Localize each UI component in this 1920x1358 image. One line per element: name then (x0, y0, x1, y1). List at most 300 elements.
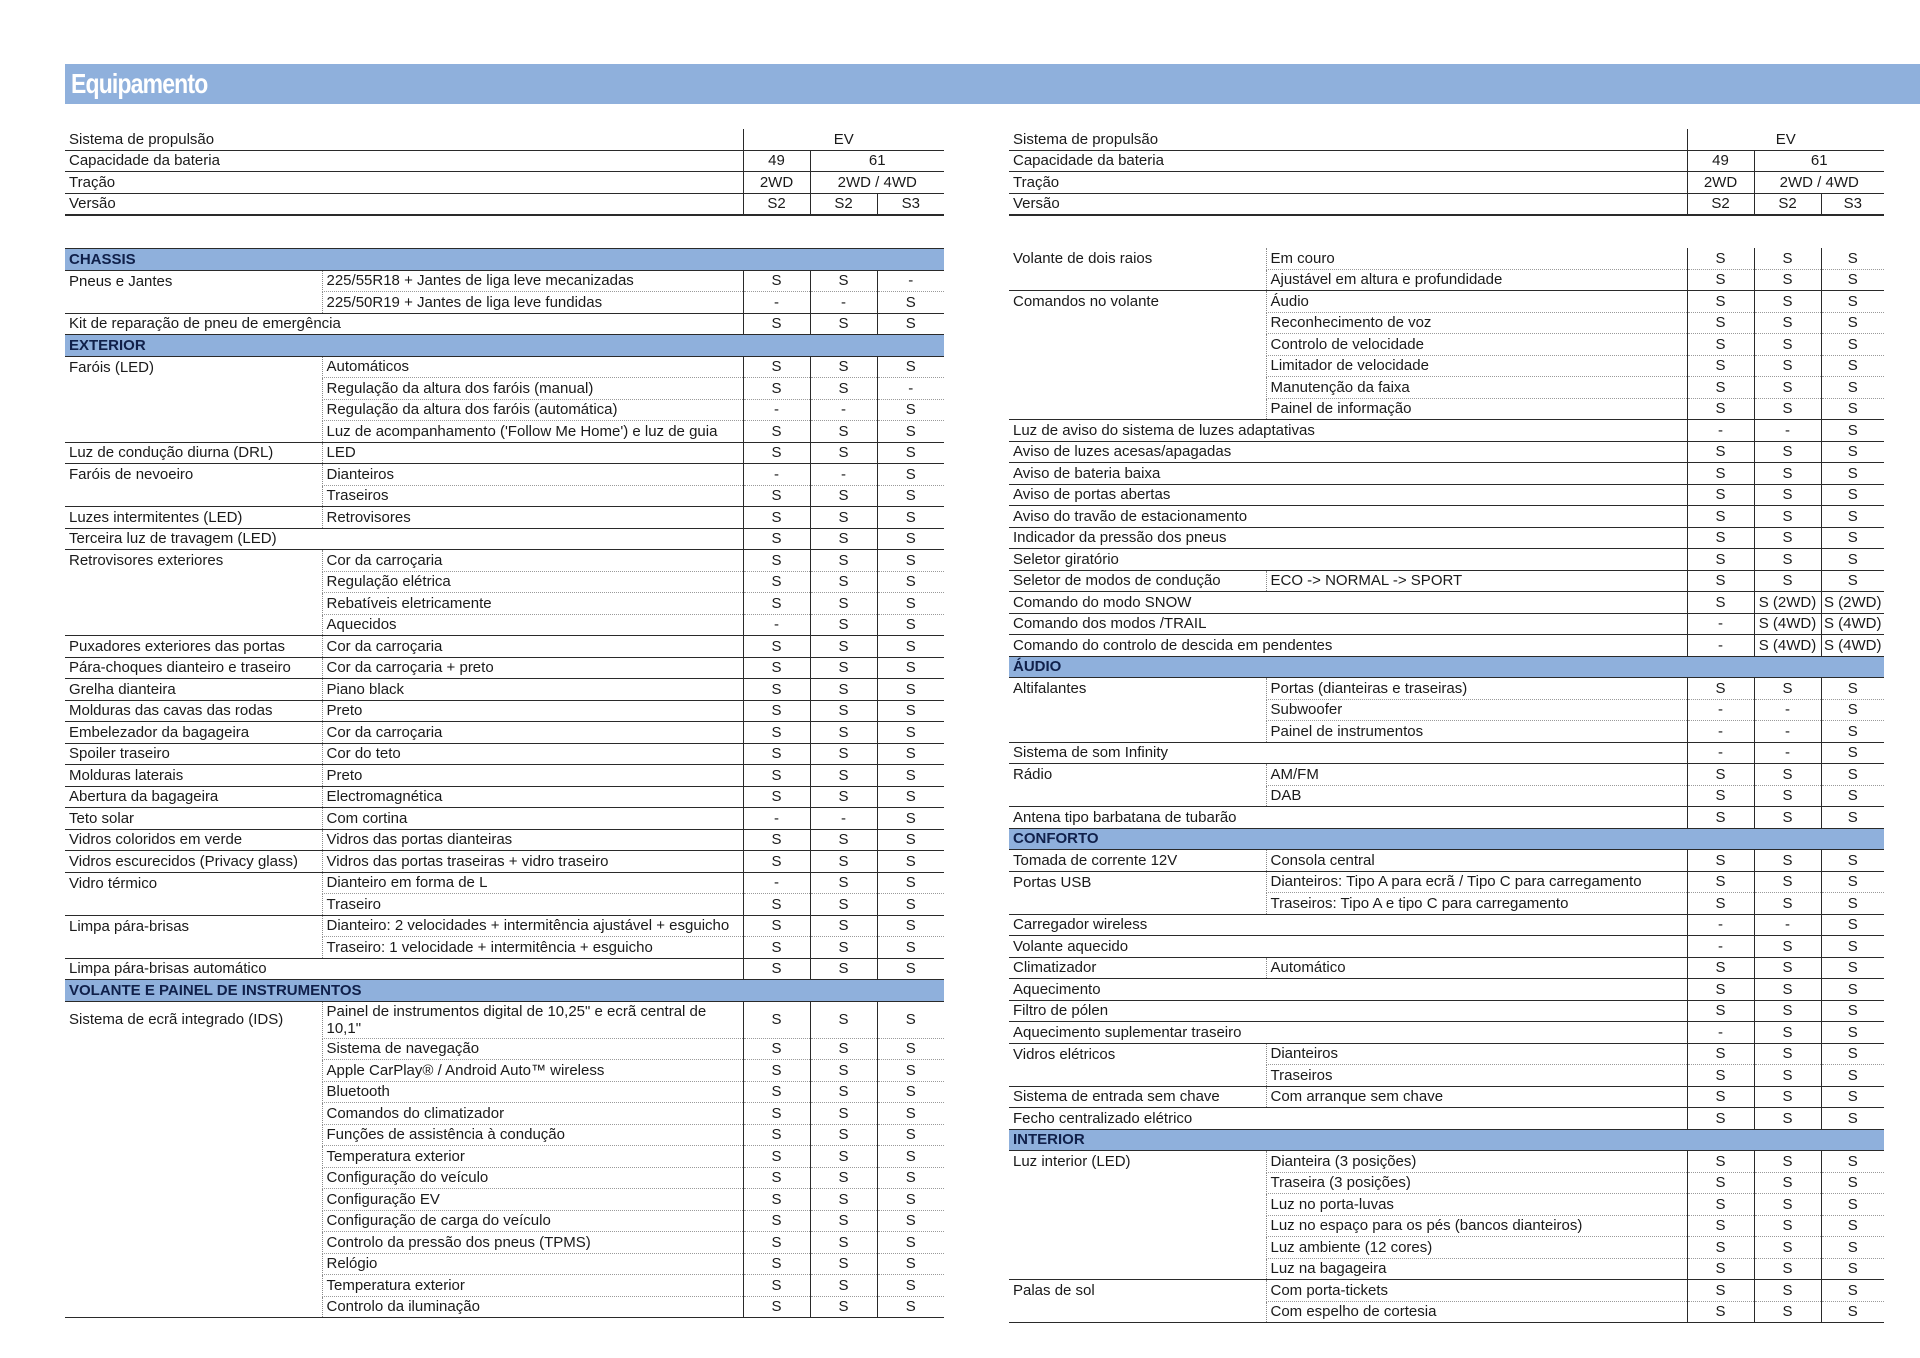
feature-name: Luz de condução diurna (DRL) (65, 442, 322, 464)
feature-name: Teto solar (65, 808, 322, 830)
feature-name (1009, 334, 1266, 356)
version-value: S (1754, 807, 1821, 829)
version-value: S (877, 356, 944, 378)
version-value: - (810, 399, 877, 421)
feature-name: Vidro térmico (69, 874, 158, 892)
version-value: S (877, 399, 944, 421)
version-value: S (877, 636, 944, 658)
feature-name (1009, 377, 1266, 399)
table-row (65, 571, 944, 593)
section-title: VOLANTE E PAINEL DE INSTRUMENTOS (65, 980, 944, 1002)
table-row (1009, 248, 1884, 269)
table-row (1009, 850, 1884, 872)
feature-name: Sistema de som Infinity (1009, 742, 1687, 764)
version-value: S (1821, 871, 1884, 893)
version-value: S (877, 1103, 944, 1125)
version-value: S (1754, 1086, 1821, 1108)
version-value: S (810, 528, 877, 550)
version-value: - (810, 464, 877, 486)
table-row (1009, 334, 1884, 356)
feature-name (1009, 1065, 1266, 1087)
version-value: S (1687, 764, 1754, 786)
table-row (1009, 1258, 1884, 1280)
header-row (65, 129, 944, 150)
feature-name (65, 571, 322, 593)
header-row (1009, 193, 1884, 215)
version-value: S (877, 786, 944, 808)
feature-name: Aquecimento suplementar traseiro (1009, 1022, 1687, 1044)
feature-detail: Controlo da pressão dos pneus (TPMS) (322, 1232, 743, 1254)
feature-name: Retrovisores exteriores (69, 552, 224, 569)
feature-detail: Cor da carroçaria (322, 636, 743, 658)
version-value: S (877, 1081, 944, 1103)
feature-name: Pneus e Jantes (69, 272, 173, 290)
feature-name (65, 1103, 322, 1125)
feature-name (1009, 269, 1266, 291)
version-value: S (1821, 377, 1884, 399)
version-value: S (810, 1167, 877, 1189)
feature-name: Embelezador da bagageira (65, 722, 322, 744)
version-value: S (1754, 441, 1821, 463)
version-value: S (810, 1103, 877, 1125)
version-value: S (1687, 1151, 1754, 1173)
version-value: S (810, 614, 877, 636)
version-value: S (1687, 441, 1754, 463)
version-value: S (810, 786, 877, 808)
version-value: S (743, 894, 810, 916)
version-value: S (877, 1124, 944, 1146)
version-value: S (1687, 549, 1754, 571)
version-value: S (1687, 871, 1754, 893)
feature-name (1009, 355, 1266, 377)
feature-name: Sistema de ecrã integrado (IDS) (69, 1011, 284, 1029)
feature-name: Altifalantes (1013, 680, 1087, 697)
version-value: S (877, 1060, 944, 1082)
version-value: S (1687, 979, 1754, 1001)
table-row (65, 1189, 944, 1211)
table-row (65, 1038, 944, 1060)
version-value: S (743, 1146, 810, 1168)
table-row (1009, 1065, 1884, 1087)
feature-name (1009, 1172, 1266, 1194)
version-value: S (1687, 1301, 1754, 1323)
feature-detail: Portas (dianteiras e traseiras) (1266, 678, 1687, 700)
version-value: S (1754, 1065, 1821, 1087)
feature-detail: Sistema de navegação (322, 1038, 743, 1060)
version-value: S (1821, 742, 1884, 764)
version-value: S (810, 657, 877, 679)
feature-name: Molduras das cavas das rodas (65, 700, 322, 722)
version-value: S (1754, 678, 1821, 700)
version-value: S (1821, 549, 1884, 571)
table-row (1009, 355, 1884, 377)
feature-name (65, 1296, 322, 1318)
version-value: S (1754, 893, 1821, 915)
feature-detail: Com cortina (322, 808, 743, 830)
version-value: S (1687, 1086, 1754, 1108)
feature-name (1009, 1194, 1266, 1216)
feature-detail: Vidros das portas dianteiras (322, 829, 743, 851)
table-row (65, 1146, 944, 1168)
table-row (65, 614, 944, 636)
feature-detail: Luz de acompanhamento ('Follow Me Home') e luz de guia (322, 421, 743, 443)
feature-name: Aviso do travão de estacionamento (1009, 506, 1687, 528)
header-value: EV (1687, 129, 1884, 150)
table-row (65, 593, 944, 615)
version-value: S (2WD) (1821, 592, 1884, 614)
feature-name (1009, 1215, 1266, 1237)
table-row (65, 851, 944, 873)
version-value: S (4WD) (1821, 635, 1884, 657)
feature-detail: Preto (322, 700, 743, 722)
feature-detail: Relógio (322, 1253, 743, 1275)
version-value: S (1754, 398, 1821, 420)
version-value: S (1754, 871, 1821, 893)
version-value: S (810, 765, 877, 787)
version-value: S (877, 507, 944, 529)
table-row (65, 528, 944, 550)
table-row (65, 378, 944, 400)
version-value: S (877, 851, 944, 873)
version-value: S (1687, 377, 1754, 399)
feature-name: Luzes intermitentes (LED) (65, 507, 322, 529)
version-value: S (4WD) (1821, 613, 1884, 635)
feature-detail: Apple CarPlay® / Android Auto™ wireless (322, 1060, 743, 1082)
table-row (1009, 1237, 1884, 1259)
version-value: S (877, 1001, 944, 1038)
feature-detail: Subwoofer (1266, 699, 1687, 721)
version-value: S (810, 1232, 877, 1254)
version-value: S (1754, 291, 1821, 313)
version-value: - (1687, 936, 1754, 958)
version-value: - (1687, 635, 1754, 657)
header-value: S2 (743, 193, 810, 215)
version-value: S (743, 1167, 810, 1189)
table-row (1009, 699, 1884, 721)
feature-detail: Traseiros (1266, 1065, 1687, 1087)
version-value: S (1687, 484, 1754, 506)
table-row (65, 1001, 944, 1038)
feature-detail: Funções de assistência à condução (322, 1124, 743, 1146)
table-row (65, 550, 944, 572)
version-value: S (743, 485, 810, 507)
version-value: - (1687, 742, 1754, 764)
table-row (65, 679, 944, 701)
version-value: S (743, 378, 810, 400)
version-value: S (877, 442, 944, 464)
feature-name (65, 894, 322, 916)
feature-name (1009, 312, 1266, 334)
table-row (65, 1296, 944, 1318)
version-value: S (1754, 1000, 1821, 1022)
feature-name: Filtro de pólen (1009, 1000, 1687, 1022)
feature-detail: Consola central (1266, 850, 1687, 872)
version-value: S (1754, 764, 1821, 786)
header-label: Versão (1009, 193, 1687, 215)
feature-name: Volante de dois raios (1013, 250, 1153, 267)
version-value: S (877, 464, 944, 486)
version-value: S (1687, 785, 1754, 807)
version-value: S (1754, 1301, 1821, 1323)
feature-name: Limpa pára-brisas automático (65, 958, 743, 980)
feature-detail: Controlo de velocidade (1266, 334, 1687, 356)
feature-name (65, 485, 322, 507)
version-value: S (1754, 936, 1821, 958)
feature-name: Aquecimento (1009, 979, 1687, 1001)
version-value: S (1821, 312, 1884, 334)
version-value: S (1821, 570, 1884, 592)
feature-detail: Automático (1266, 957, 1687, 979)
version-value: S (1821, 1172, 1884, 1194)
version-value: S (1821, 1280, 1884, 1302)
feature-name: Seletor de modos de condução (1009, 570, 1266, 592)
table-row (65, 464, 944, 486)
version-value: S (1754, 957, 1821, 979)
table-row (1009, 484, 1884, 506)
version-value: S (810, 1060, 877, 1082)
table-row (1009, 807, 1884, 829)
feature-name (1009, 1301, 1266, 1323)
version-value: S (1754, 1280, 1821, 1302)
table-row (1009, 764, 1884, 786)
version-value: S (1821, 527, 1884, 549)
feature-detail: DAB (1266, 785, 1687, 807)
version-value: S (810, 1124, 877, 1146)
table-row (1009, 1000, 1884, 1022)
feature-name (65, 1081, 322, 1103)
feature-name (65, 593, 322, 615)
feature-name: Pára-choques dianteiro e traseiro (65, 657, 322, 679)
table-row (1009, 979, 1884, 1001)
version-value: S (1821, 1237, 1884, 1259)
feature-name: Portas USB (1013, 873, 1092, 891)
version-value: S (1754, 1108, 1821, 1130)
feature-detail: Dianteiros: Tipo A para ecrã / Tipo C para carregamento (1266, 871, 1687, 893)
header-value: 2WD / 4WD (1754, 172, 1884, 194)
header-value: 2WD (743, 172, 810, 194)
version-value: S (810, 894, 877, 916)
version-value: S (810, 356, 877, 378)
version-value: S (1754, 1022, 1821, 1044)
section-title: CONFORTO (1009, 828, 1884, 850)
version-value: - (1754, 914, 1821, 936)
version-value: S (743, 765, 810, 787)
version-value: S (1821, 484, 1884, 506)
version-value: S (877, 1275, 944, 1297)
feature-detail: Regulação da altura dos faróis (manual) (322, 378, 743, 400)
feature-name: Faróis (LED) (69, 358, 155, 376)
page-title: Equipamento (71, 68, 208, 99)
version-value: S (1754, 463, 1821, 485)
version-value: S (743, 1296, 810, 1318)
feature-detail: Retrovisores (322, 507, 743, 529)
header-value: 2WD (1687, 172, 1754, 194)
section-title: INTERIOR (1009, 1129, 1884, 1151)
version-value: S (877, 700, 944, 722)
version-value: S (743, 1081, 810, 1103)
version-value: S (877, 292, 944, 314)
version-value: S (810, 1038, 877, 1060)
version-value: S (810, 1296, 877, 1318)
table-row (1009, 1022, 1884, 1044)
table-row (65, 399, 944, 421)
version-value: S (810, 1253, 877, 1275)
feature-detail: Preto (322, 765, 743, 787)
feature-detail: Reconhecimento de voz (1266, 312, 1687, 334)
table-row (65, 442, 944, 464)
feature-detail: Em couro (1266, 248, 1687, 269)
version-value: S (743, 550, 810, 572)
version-value: S (1821, 1301, 1884, 1323)
feature-name (65, 1038, 322, 1060)
version-value: S (743, 679, 810, 701)
feature-detail: Automáticos (322, 356, 743, 378)
version-value: S (743, 571, 810, 593)
version-value: S (1754, 1258, 1821, 1280)
version-value: S (743, 1275, 810, 1297)
version-value: S (1754, 785, 1821, 807)
feature-name: Climatizador (1009, 957, 1266, 979)
version-value: S (810, 722, 877, 744)
equipment-table-right (1009, 248, 1884, 1323)
version-value: S (1821, 1194, 1884, 1216)
table-row (1009, 914, 1884, 936)
version-value: S (1821, 1258, 1884, 1280)
table-row (1009, 1151, 1884, 1173)
version-value: S (1687, 1194, 1754, 1216)
header-value: 61 (810, 150, 944, 172)
version-value: S (1754, 1172, 1821, 1194)
version-value: - (1687, 1022, 1754, 1044)
feature-name: Sistema de entrada sem chave (1009, 1086, 1266, 1108)
version-value: S (877, 1189, 944, 1211)
version-value: S (1821, 957, 1884, 979)
feature-detail: Painel de instrumentos digital de 10,25" e ecrã central de 10,1" (322, 1001, 743, 1038)
feature-detail: Cor da carroçaria (322, 722, 743, 744)
header-label: Tração (1009, 172, 1687, 194)
feature-detail: Temperatura exterior (322, 1275, 743, 1297)
feature-detail: Dianteiro em forma de L (322, 872, 743, 894)
feature-detail: Dianteira (3 posições) (1266, 1151, 1687, 1173)
table-row (65, 636, 944, 658)
table-row (65, 356, 944, 378)
feature-detail: Traseiros: Tipo A e tipo C para carregamento (1266, 893, 1687, 915)
table-row (65, 786, 944, 808)
feature-name: Luz interior (LED) (1013, 1153, 1131, 1170)
table-row (65, 743, 944, 765)
version-value: S (877, 593, 944, 615)
table-row (1009, 1086, 1884, 1108)
version-value: S (743, 636, 810, 658)
table-row (65, 507, 944, 529)
version-value: S (1687, 269, 1754, 291)
feature-detail: Regulação da altura dos faróis (automática) (322, 399, 743, 421)
version-value: S (810, 937, 877, 959)
feature-detail: Controlo da iluminação (322, 1296, 743, 1318)
version-value: S (1754, 1237, 1821, 1259)
feature-detail: Ajustável em altura e profundidade (1266, 269, 1687, 291)
version-value: S (1821, 398, 1884, 420)
version-value: S (1687, 570, 1754, 592)
version-value: S (743, 722, 810, 744)
version-value: S (1754, 377, 1821, 399)
table-row (1009, 1280, 1884, 1302)
feature-detail: Com arranque sem chave (1266, 1086, 1687, 1108)
version-value: S (743, 829, 810, 851)
feature-name: Seletor giratório (1009, 549, 1687, 571)
feature-name (65, 1146, 322, 1168)
feature-name: Rádio (1013, 766, 1053, 783)
version-value: S (1687, 506, 1754, 528)
feature-name (65, 1232, 322, 1254)
feature-detail: Configuração do veículo (322, 1167, 743, 1189)
feature-name (65, 937, 322, 959)
table-row (65, 829, 944, 851)
feature-name: Puxadores exteriores das portas (65, 636, 322, 658)
header-value: 49 (1687, 150, 1754, 172)
version-value: S (743, 528, 810, 550)
table-row (65, 421, 944, 443)
version-value: S (743, 958, 810, 980)
table-row (65, 1060, 944, 1082)
section-header (65, 335, 944, 357)
table-row (65, 485, 944, 507)
feature-name (1009, 893, 1266, 915)
feature-detail: Traseira (3 posições) (1266, 1172, 1687, 1194)
version-value: - (743, 808, 810, 830)
version-value: S (1754, 355, 1821, 377)
title-banner (65, 64, 1920, 104)
feature-detail: Piano black (322, 679, 743, 701)
table-row (65, 657, 944, 679)
feature-name: Spoiler traseiro (65, 743, 322, 765)
version-value: S (810, 958, 877, 980)
table-row (65, 808, 944, 830)
table-row (65, 1275, 944, 1297)
version-value: S (1687, 248, 1754, 269)
version-value: S (1754, 527, 1821, 549)
version-value: S (810, 1001, 877, 1038)
version-value: S (1687, 334, 1754, 356)
version-value: S (877, 1253, 944, 1275)
version-value: S (1821, 1151, 1884, 1173)
table-row (65, 894, 944, 916)
feature-detail: ECO -> NORMAL -> SPORT (1266, 570, 1687, 592)
version-value: S (743, 786, 810, 808)
version-value: S (743, 1103, 810, 1125)
version-value: S (1687, 291, 1754, 313)
version-value: - (1687, 721, 1754, 743)
version-value: - (743, 399, 810, 421)
version-value: S (1821, 785, 1884, 807)
version-value: S (1821, 678, 1884, 700)
feature-name: Fecho centralizado elétrico (1009, 1108, 1687, 1130)
version-value: S (1687, 463, 1754, 485)
version-value: S (1754, 312, 1821, 334)
table-row (1009, 1108, 1884, 1130)
version-value: S (743, 313, 810, 335)
version-value: S (743, 270, 810, 292)
header-value: S2 (1754, 193, 1821, 215)
version-value: S (1821, 334, 1884, 356)
feature-detail: Aquecidos (322, 614, 743, 636)
table-row (1009, 463, 1884, 485)
feature-name: Aviso de portas abertas (1009, 484, 1687, 506)
table-row (1009, 678, 1884, 700)
feature-detail: Traseiro (322, 894, 743, 916)
version-value: S (810, 636, 877, 658)
version-value: S (743, 1253, 810, 1275)
